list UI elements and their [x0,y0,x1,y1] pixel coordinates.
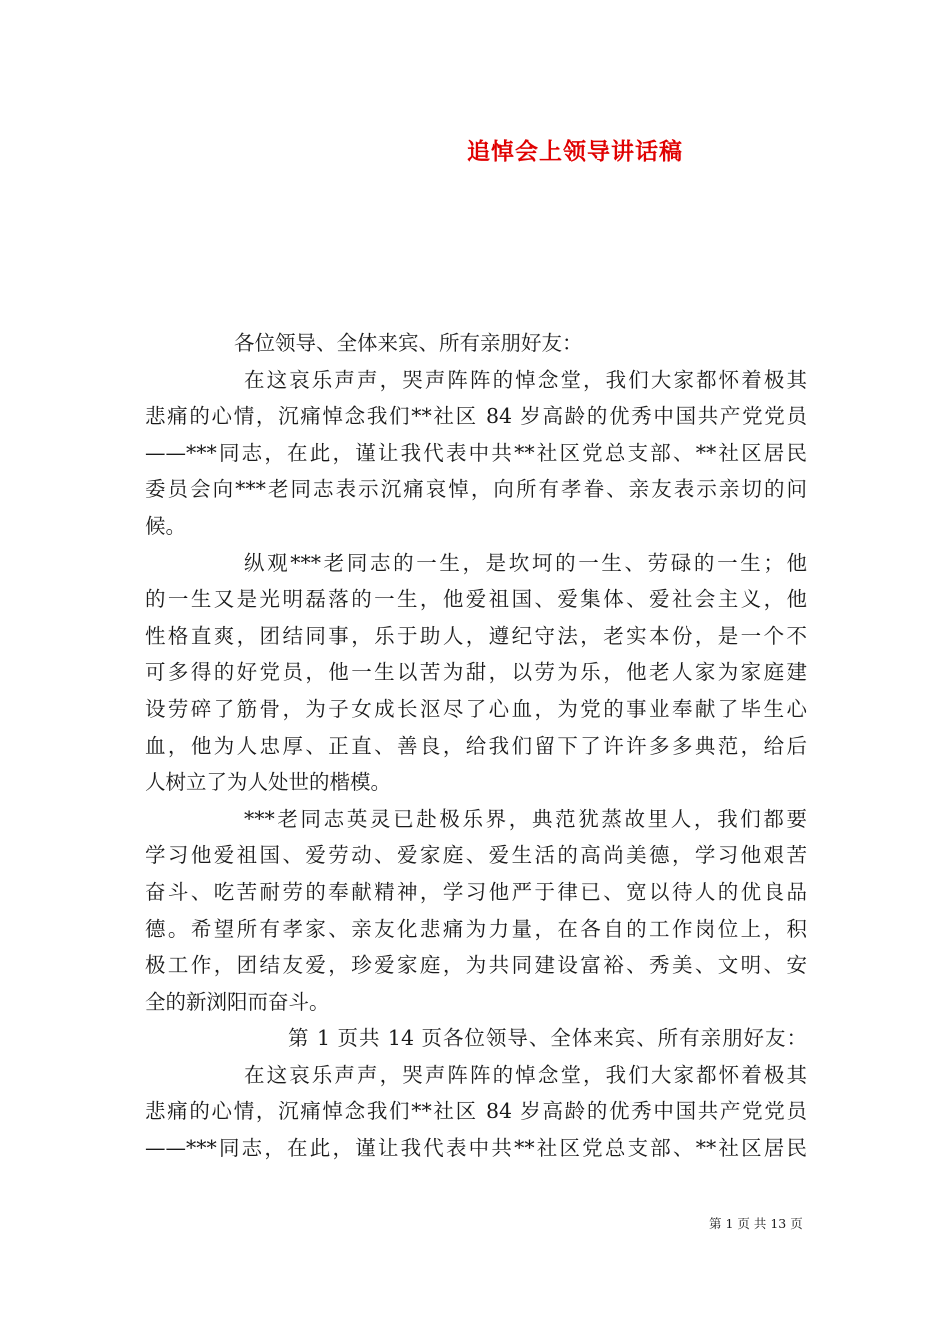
text-line: 极工作，团结友爱，珍爱家庭，为共同建设富裕、秀美、文明、安 [145,953,807,978]
text-line: 血，他为人忠厚、正直、善良，给我们留下了许许多多典范，给后 [145,733,807,758]
text-line: 在这哀乐声声，哭声阵阵的悼念堂，我们大家都怀着极其 [244,1062,807,1087]
text-line: 的一生又是光明磊落的一生，他爱祖国、爱集体、爱社会主义，他 [145,587,807,612]
text-line: 学习他爱祖国、爱劳动、爱家庭、爱生活的高尚美德，学习他艰苦 [145,843,807,868]
text-line: 可多得的好党员，他一生以苦为甜，以劳为乐，他老人家为家庭建 [145,660,807,685]
text-line: 悲痛的心情，沉痛悼念我们**社区 84 岁高龄的优秀中国共产党党员 [145,404,807,429]
text-line: 悲痛的心情，沉痛悼念我们**社区 84 岁高龄的优秀中国共产党党员 [145,1099,807,1124]
text-line: 候。 [145,513,186,538]
text-line: 第 1 页共 14 页各位领导、全体来宾、所有亲朋好友： [288,1026,807,1051]
text-line: ——***同志，在此，谨让我代表中共**社区党总支部、**社区居民 [145,440,807,465]
text-line: 各位领导、全体来宾、所有亲朋好友： [234,331,583,355]
text-line: ***老同志英灵已赴极乐界，典范犹蒸故里人，我们都要 [244,806,807,831]
text-line: 全的新浏阳而奋斗。 [145,989,330,1014]
text-line: 设劳碎了筋骨，为子女成长沤尽了心血，为党的事业奉献了毕生心 [145,696,807,721]
document-body [145,325,807,1167]
page-footer: 第 1 页 共 13 页 [709,1216,803,1231]
text-line: 纵观***老同志的一生，是坎坷的一生、劳碌的一生；他 [244,550,807,575]
text-line: 性格直爽，团结同事，乐于助人，遵纪守法，老实本份，是一个不 [145,623,807,648]
document-title: 追悼会上领导讲话稿 [467,138,683,165]
text-line: 德。希望所有孝家、亲友化悲痛为力量，在各自的工作岗位上，积 [145,916,807,941]
text-line: 委员会向***老同志表示沉痛哀悼，向所有孝眷、亲友表示亲切的问 [145,477,807,502]
text-line: 奋斗、吃苦耐劳的奉献精神，学习他严于律已、宽以待人的优良品 [145,879,807,904]
text-line: ——***同志，在此，谨让我代表中共**社区党总支部、**社区居民 [145,1136,807,1161]
text-line: 人树立了为人处世的楷模。 [145,770,391,795]
text-line: 在这哀乐声声，哭声阵阵的悼念堂，我们大家都怀着极其 [244,367,807,392]
